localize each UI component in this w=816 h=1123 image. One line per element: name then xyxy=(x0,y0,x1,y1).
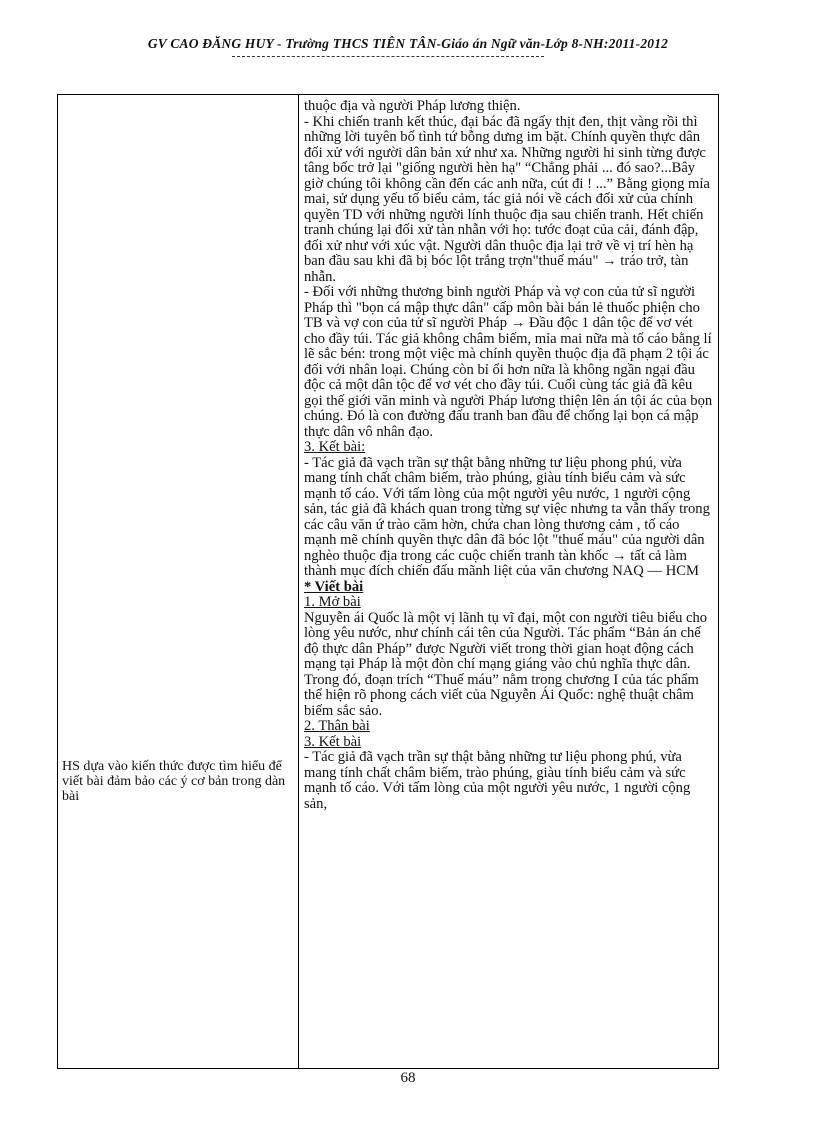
section-heading-than-bai: 2. Thân bài xyxy=(304,718,370,734)
content-paragraph: - Khi chiến tranh kết thúc, đại bác đã ngấy thịt đen, thịt vàng rồi thì những lời tuyên bố tình tứ bỗng dưng im bặt. Chính quyền thực dân đối xử với người dân bản xứ như xa. Những người hi sinh từng được tâng bốc trở lại "giống người hèn hạ" “Chẳng phải ... đó sao?...Bây giờ chúng tôi không cần đến các anh nữa, cút đi ! ...” Bằng giọng mỉa mai, sử dụng yếu tố biểu cảm, tác giả nói về cách đối xử của chính quyền TD với những người lính thuộc địa sau chiến tranh. Hết chiến tranh chúng lại đối xử tàn nhẫn với họ: tước đoạt của cải, đánh đập, đối xử như với xúc vật. Người dân thuộc địa lại trở về vị trí hèn hạ ban đầu sau khi đã bị bóc lột trắng trợn"thuế máu" → tráo trở, tàn nhẫn. xyxy=(304,113,710,285)
section-heading-ket-bai-2: 3. Kết bài xyxy=(304,733,362,750)
section-heading-ket-bai: 3. Kết bài: xyxy=(304,439,366,455)
content-paragraph: - Tác giả đã vạch trần sự thật bằng những tư liệu phong phú, vừa mang tính chất châm biếm, trào phúng, giàu tính biểu cảm và sức mạnh tố cáo. Với tấm lòng của một người yêu nước, 1 người cộng sản, xyxy=(304,749,691,812)
header-divider xyxy=(232,56,544,57)
content-paragraph: - Đối với những thương binh người Pháp và vợ con của tử sĩ người Pháp thì "bọn cá mập thực dân" cấp môn bài bán lẻ thuốc phiện cho TB và vợ con của tử sĩ người Pháp → Đầu độc 1 dân tộc để vơ vét cho đầy túi. Tác giả không châm biếm, mỉa mai nữa mà tố cáo bằng lí lẽ sắc bén: trong một việc mà chính quyền thuộc địa đã phạm 2 tội ác đối với nhân loại. Chúng còn bỉ ổi hơn nữa là không ngần ngại đầu độc cả một dân tộc để vơ vét cho đầy túi. Cuối cùng tác giả đã kêu gọi thế giới văn minh và người Pháp lương thiện lên án tội ác của bọn chúng. Đó là con đường đấu tranh ban đầu để chống lại bọn cá mập thực dân vô nhân đạo. xyxy=(304,284,713,440)
activity-cell: HS dựa vào kiến thức được tìm hiểu để viết bài đảm bảo các ý cơ bản trong dàn bài xyxy=(62,759,286,804)
column-divider xyxy=(298,95,299,1068)
content-paragraph: - Tác giả đã vạch trần sự thật bằng những tư liệu phong phú, vừa mang tính chất châm biếm, trào phúng, giàu tính biểu cảm và sức mạnh tố cáo. Với tấm lòng của một người yêu nước, 1 người cộng sản, tác giả đã khách quan trong từng sự việc nhưng ta vẫn thấy trong các câu văn ứ trào căm hờn, chứa chan lòng thương cảm , tố cáo mạnh mẽ chính quyền thực dân đã bóc lột "thuế máu" của người dân nghèo thuộc địa trong các cuộc chiến tranh tàn khốc → tất cả làm thành mục đích chiến đấu mãnh liệt của văn chương NAQ — HCM xyxy=(304,454,710,579)
content-paragraph: thuộc địa và người Pháp lương thiện. xyxy=(304,98,521,114)
lesson-table xyxy=(57,94,719,1069)
content-cell xyxy=(304,99,714,812)
section-heading-viet-bai: * Viết bài xyxy=(304,578,364,595)
page-header: GV CAO ĐĂNG HUY - Trường THCS TIÊN TÂN-Giáo án Ngữ văn-Lớp 8-NH:2011-2012 xyxy=(147,36,669,51)
page-number: 68 xyxy=(400,1070,416,1086)
section-heading-mo-bai: 1. Mở bài xyxy=(304,594,361,610)
content-paragraph: Nguyễn ái Quốc là một vị lãnh tụ vĩ đại, một con người tiêu biểu cho lòng yêu nước, như chính cái tên của Người. Tác phẩm “Bản án chế độ thực dân Pháp” được Người viết trong thời gian hoạt động cách mạng tại Pháp là một đòn chí mạng giáng vào chủ nghĩa thực dân. Trong đó, đoạn trích “Thuế máu” nằm trong chương I của tác phẩm thể hiện rõ phong cách viết của Nguyễn Ái Quốc: nghệ thuật châm biếm sắc sảo. xyxy=(304,609,708,719)
